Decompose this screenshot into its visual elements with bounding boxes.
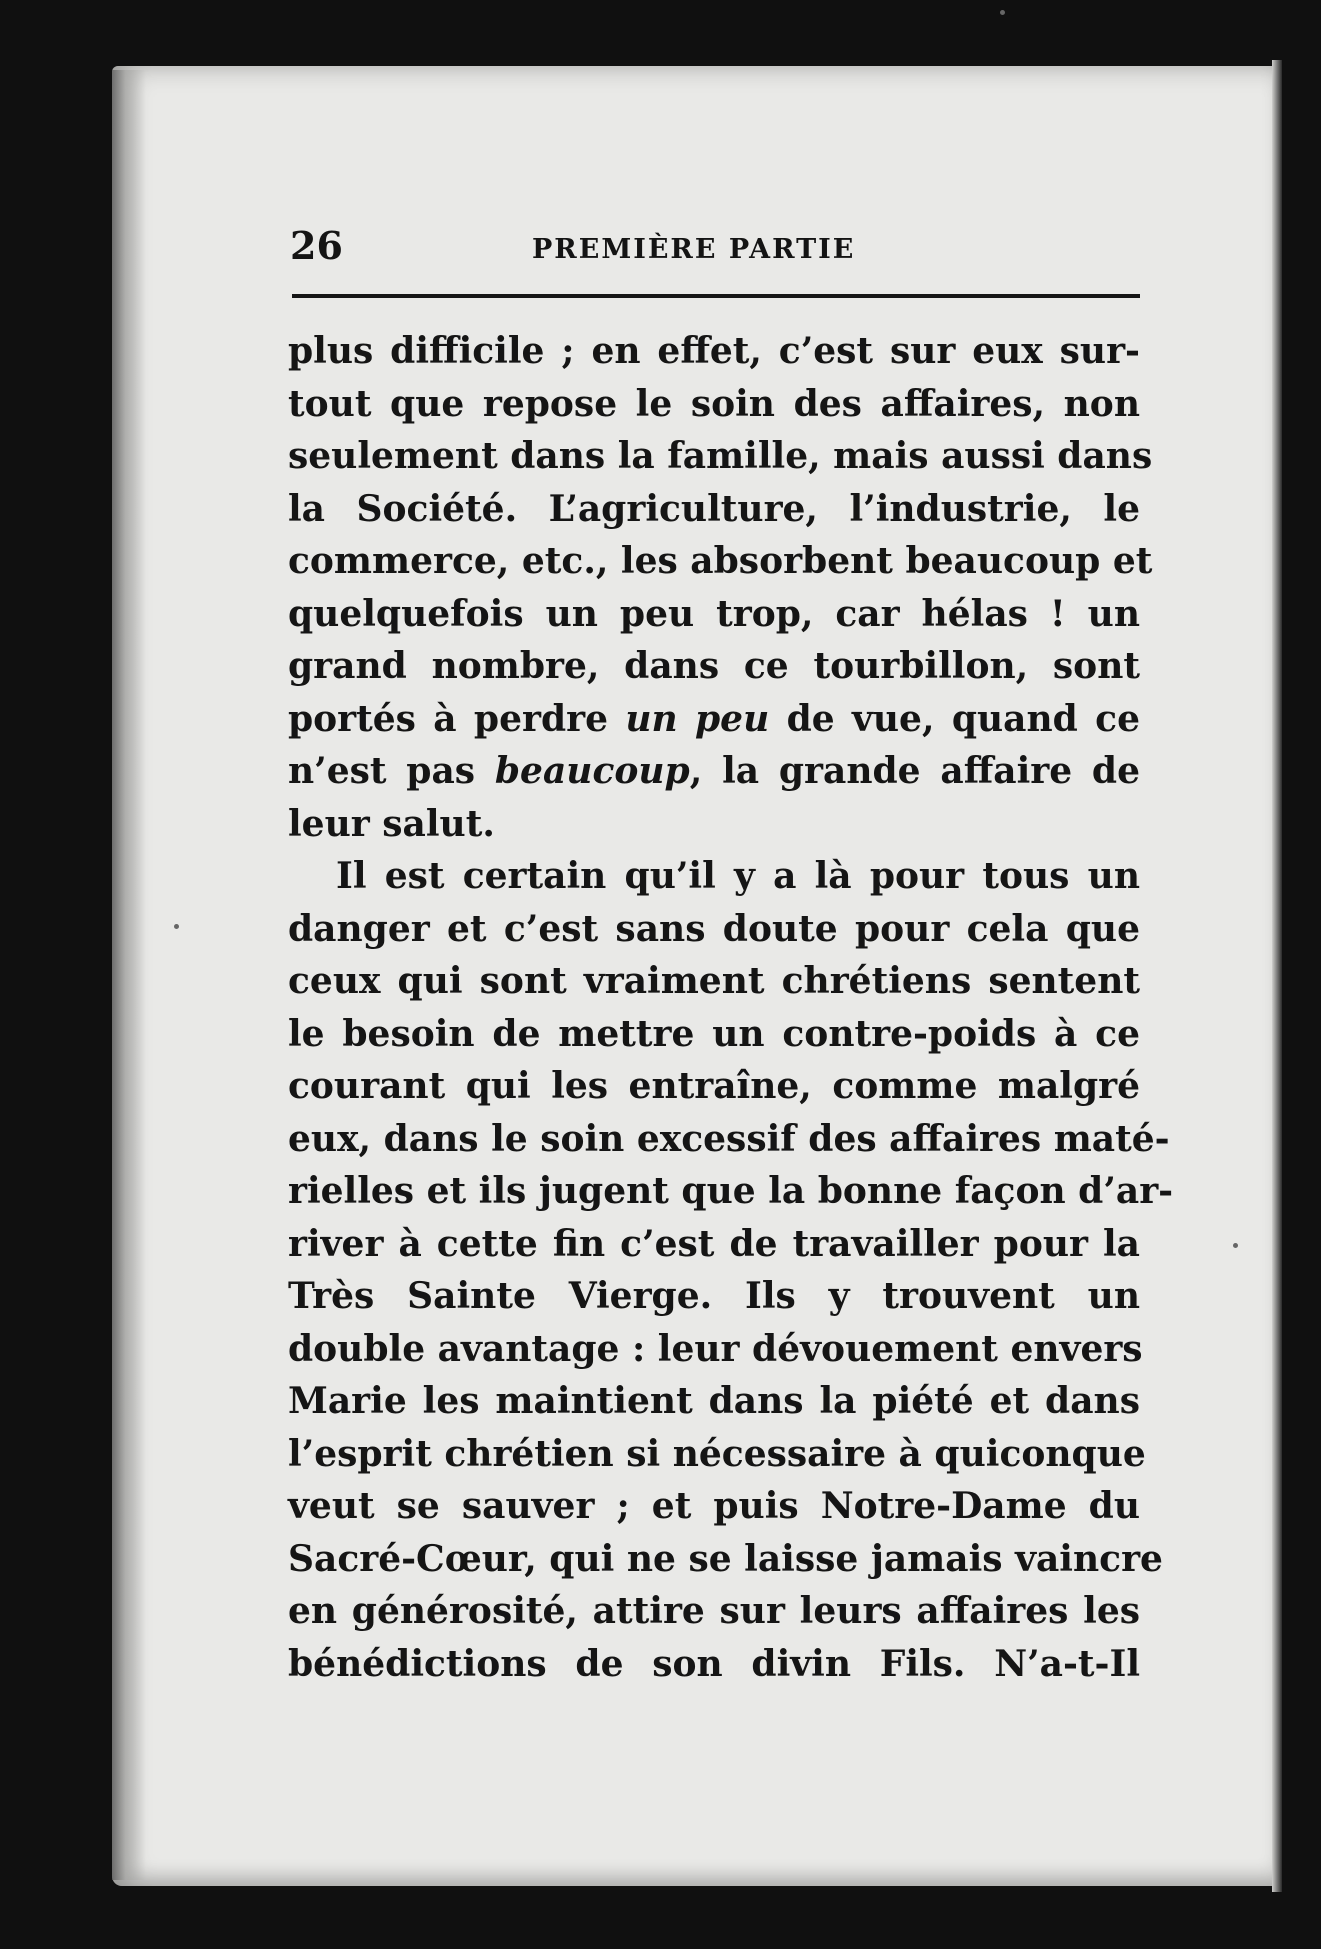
text-segment: , la grande affaire de (689, 750, 1140, 792)
text-line: eux, dans le soin excessif des affaires maté- (288, 1117, 1170, 1160)
text-line (288, 745, 1140, 798)
dust-speck (174, 924, 179, 929)
text-line: rielles et ils jugent que la bonne façon d’ar- (288, 1170, 1174, 1212)
text-line: Sacré-Cœur, qui ne se laisse jamais vaincre (288, 1537, 1163, 1580)
page-header (290, 218, 1142, 274)
paragraph (288, 325, 1153, 850)
text-line: courant qui les entraîne, comme malgré (288, 1065, 1140, 1107)
emphasis-text: un peu (625, 697, 770, 740)
body-text (288, 325, 1174, 1690)
binding-shadow (112, 70, 146, 1880)
text-line: river à cette fin c’est de travailler pour la (288, 1222, 1140, 1265)
text-line: tout que repose le soin des affaires, non (288, 382, 1140, 425)
text-line: plus difficile ; en effet, c’est sur eux sur- (288, 330, 1140, 372)
text-line: grand nombre, dans ce tourbillon, sont (288, 645, 1140, 687)
header-rule (292, 294, 1140, 298)
running-title: PREMIÈRE PARTIE (532, 234, 856, 265)
dust-speck (1233, 1243, 1238, 1248)
text-line: ceux qui sont vraiment chrétiens sentent (288, 960, 1140, 1002)
text-line: en générosité, attire sur leurs affaires les (288, 1590, 1140, 1632)
text-line (288, 693, 1140, 746)
text-line: l’esprit chrétien si nécessaire à quiconque (288, 1432, 1146, 1475)
text-line: quelquefois un peu trop, car hélas ! un (288, 592, 1140, 635)
page-number: 26 (290, 223, 343, 268)
text-line: commerce, etc., les absorbent beaucoup et (288, 540, 1153, 582)
text-line: double avantage : leur dévouement envers (288, 1327, 1143, 1370)
text-segment: n’est pas (288, 750, 495, 792)
text-line: seulement dans la famille, mais aussi dans (288, 435, 1153, 477)
text-segment: portés à perdre (288, 697, 626, 740)
text-line: Marie les maintient dans la piété et dans (288, 1380, 1140, 1422)
page-edge (1272, 60, 1282, 1892)
text-line: bénédictions de son divin Fils. N’a-t-Il (288, 1642, 1140, 1685)
dust-speck (1000, 10, 1005, 15)
text-line: leur salut. (288, 802, 495, 845)
text-line: danger et c’est sans doute pour cela que (288, 907, 1140, 950)
text-segment: de vue, quand ce (769, 697, 1140, 740)
paragraph (288, 850, 1174, 1690)
text-line: le besoin de mettre un contre-poids à ce (288, 1012, 1140, 1055)
text-line: Très Sainte Vierge. Ils y trouvent un (288, 1275, 1140, 1317)
emphasis-text: beaucoup (494, 750, 690, 792)
text-line: la Société. L’agriculture, l’industrie, le (288, 487, 1140, 530)
text-line: Il est certain qu’il y a là pour tous un (336, 855, 1140, 897)
text-line: veut se sauver ; et puis Notre-Dame du (288, 1485, 1140, 1527)
